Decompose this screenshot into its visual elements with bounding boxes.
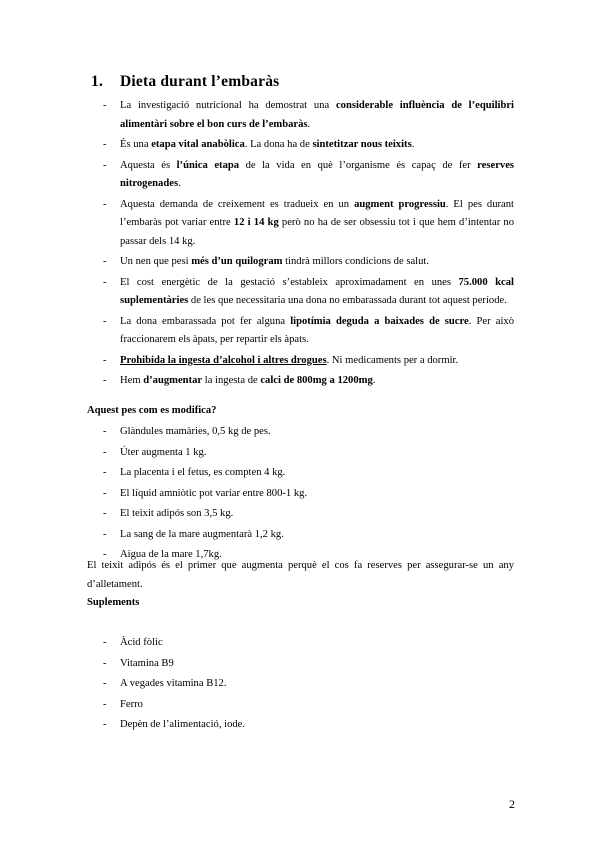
item-text-bold: d’augmentar <box>143 375 203 386</box>
list-item <box>0 274 514 311</box>
bullet-dash: - <box>103 426 107 437</box>
item-text: Àcid fòlic <box>120 637 163 648</box>
item-text-bold: 75.000 kcal suplementàries <box>120 276 514 306</box>
bullet-dash: - <box>103 467 107 478</box>
item-text-bold: l’única etapa <box>176 159 240 171</box>
item-text: però no ha de ser obsessiu tot i que hem d’intentar no passar dels 14 kg. <box>120 217 514 247</box>
item-text: de les que necessitaria una dona no embarassada durant tot aquest període. <box>188 295 507 306</box>
item-text: . El pes durant l’embaràs pot variar entre <box>120 198 514 228</box>
list-item <box>0 352 514 371</box>
item-text: de la vida en què l’organisme és capaç de fer <box>239 159 478 171</box>
list-item <box>0 505 514 524</box>
list-item <box>0 196 514 252</box>
list-item <box>0 716 514 735</box>
item-text: . <box>307 118 311 130</box>
item-text-bold: lipotímia deguda a baixades de sucre <box>290 315 469 327</box>
item-text-emphasis: Prohibida la ingesta d’alcohol i altres drogues <box>120 354 327 366</box>
item-text-bold: calci de 800mg a 1200mg <box>260 375 373 386</box>
item-text: Ferro <box>120 698 143 710</box>
bullet-dash: - <box>103 375 107 386</box>
supplements-section-title: Suplements <box>87 597 140 608</box>
item-text: La placenta i el fetus, es compten 4 kg. <box>120 467 286 478</box>
item-text: Glàndules mamàries, 0,5 kg de pes. <box>120 426 271 437</box>
item-text-bold <box>120 355 327 366</box>
list-item <box>0 464 514 483</box>
item-text: El líquid amniòtic pot variar entre 800-1 kg. <box>120 487 308 499</box>
list-item <box>0 313 514 350</box>
list-item <box>0 253 514 272</box>
item-text-bold: 12 i 14 kg <box>233 217 279 228</box>
bullet-dash: - <box>103 276 107 288</box>
supplements-list <box>0 634 514 737</box>
weight-breakdown-list <box>0 423 514 567</box>
weight-section-title: Aquest pes com es modifica? <box>87 405 217 416</box>
bullet-dash: - <box>103 315 107 327</box>
item-text: . <box>178 178 181 189</box>
bullet-dash: - <box>103 354 107 366</box>
heading-number: 1. <box>91 73 104 90</box>
item-text-bold: més d’un quilogram <box>191 256 283 267</box>
item-text: . Per això fraccionarem els àpats, per repartir els àpats. <box>120 315 515 345</box>
bullet-dash: - <box>103 446 107 458</box>
item-text: El cost energètic de la gestació s’estableix aproximadament en unes <box>120 276 459 288</box>
item-text: . La dona ha de <box>244 139 313 150</box>
item-text: . Ni medicaments per a dormir. <box>326 354 459 366</box>
bullet-dash: - <box>103 256 107 267</box>
list-item <box>0 526 514 545</box>
main-bullet-list <box>0 97 514 393</box>
bullet-dash: - <box>103 139 107 150</box>
list-item <box>0 372 514 391</box>
item-text: tindrà millors condicions de salut. <box>282 256 429 267</box>
item-text: Aquesta és <box>120 159 177 171</box>
item-text: Aigua de la mare 1,7kg. <box>120 549 222 560</box>
list-item <box>0 634 514 653</box>
bullet-dash: - <box>103 198 107 210</box>
item-text: Depèn de l’alimentació, iode. <box>120 719 246 730</box>
bullet-dash: - <box>103 508 107 519</box>
item-text: Un nen que pesi <box>120 256 192 267</box>
list-item <box>0 675 514 694</box>
bullet-dash: - <box>103 698 107 710</box>
item-text: Vitamina B9 <box>120 657 174 669</box>
item-text: És una <box>120 139 152 150</box>
adipose-paragraph: El teixit adipós és el primer que augmenta perquè el cos fa reserves per assegurar-se un any d’alletament. <box>87 560 514 590</box>
item-text: La sang de la mare augmentarà 1,2 kg. <box>120 528 284 540</box>
item-text: Aquesta demanda de creixement es tradueix en un <box>120 198 355 210</box>
item-text: El teixit adipós son 3,5 kg. <box>120 508 234 519</box>
item-text: La investigació nutricional ha demostrat una <box>120 100 336 111</box>
item-text-bold: considerable influència de l’equilibri alimentàri sobre el bon curs de l’embaràs <box>120 100 515 130</box>
bullet-dash: - <box>103 159 107 171</box>
list-item <box>0 136 514 155</box>
item-text-bold: augment progressiu <box>354 198 446 210</box>
item-text: Úter augmenta 1 kg. <box>120 446 207 458</box>
item-text: la ingesta de <box>202 375 261 386</box>
item-text: . <box>411 139 415 150</box>
bullet-dash: - <box>103 678 107 689</box>
bullet-dash: - <box>103 100 107 111</box>
item-text: La dona embarassada pot fer alguna <box>120 315 291 327</box>
list-item <box>0 485 514 504</box>
item-text: A vegades vitamina B12. <box>120 678 227 689</box>
list-item <box>0 423 514 442</box>
item-text-bold: sintetitzar nous teixits <box>312 139 412 150</box>
bullet-dash: - <box>103 487 107 499</box>
item-text: . <box>372 375 376 386</box>
bullet-dash: - <box>103 719 107 730</box>
heading-title: Dieta durant l’embaràs <box>120 73 280 90</box>
list-item <box>0 97 514 134</box>
bullet-dash: - <box>103 549 107 560</box>
bullet-dash: - <box>103 528 107 540</box>
list-item <box>0 655 514 674</box>
section-heading <box>91 73 279 91</box>
bullet-dash: - <box>103 657 107 669</box>
item-text-bold: reserves nitrogenades <box>120 159 515 189</box>
bullet-dash: - <box>103 637 107 648</box>
list-item <box>0 696 514 715</box>
list-item <box>0 157 514 194</box>
page-number: 2 <box>509 797 515 811</box>
list-item <box>0 444 514 463</box>
item-text: Hem <box>120 375 144 386</box>
item-text-bold: etapa vital anabòlica <box>151 139 245 150</box>
